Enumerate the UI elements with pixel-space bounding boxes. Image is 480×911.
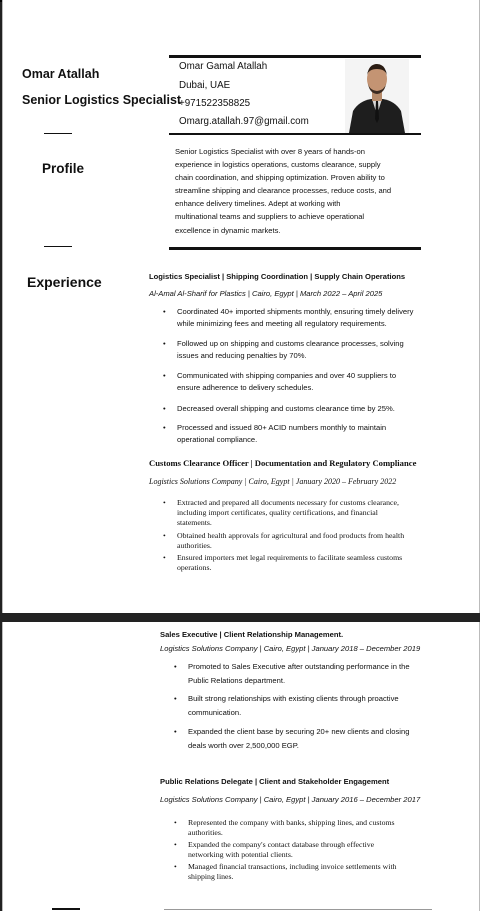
bullet-icon: •: [163, 498, 166, 507]
profile-line: chain coordination, and shipping optimization. Proven ability to: [175, 173, 385, 183]
job-title: Sales Executive | Client Relationship Management.: [160, 630, 344, 639]
section-rule: [164, 909, 432, 910]
candidate-title: Senior Logistics Specialist: [22, 93, 182, 107]
profile-line: experience in logistics operations, customs clearance, supply: [175, 160, 381, 170]
bullet-icon: •: [174, 840, 177, 849]
bullet-icon: •: [174, 862, 177, 871]
bullet-icon: •: [163, 404, 166, 413]
bullet-icon: •: [163, 423, 166, 432]
profile-line: streamline shipping and clearance processes, reduce costs, and: [175, 186, 392, 196]
list-item: • Coordinated 40+ imported shipments monthly, ensuring timely delivery while minimizing fees and meeting all regulatory requirements.: [163, 307, 414, 329]
list-item: • Managed financial transactions, including invoice settlements with shipping lines.: [174, 862, 397, 882]
job-company: Logistics Solutions Company | Cairo, Egypt | January 2020 – February 2022: [149, 477, 397, 486]
job-company: Logistics Solutions Company | Cairo, Egypt | January 2018 – December 2019: [160, 644, 421, 653]
bullet-icon: •: [163, 307, 166, 316]
bullet-icon: •: [174, 818, 177, 827]
bullet-icon: •: [174, 727, 177, 736]
candidate-name: Omar Atallah: [22, 67, 100, 81]
list-item: • Ensured importers met legal requirements to facilitate seamless customs operations.: [163, 553, 403, 573]
list-item: • Promoted to Sales Executive after outstanding performance in the Public Relations department.: [174, 662, 410, 685]
experience-heading: Experience: [27, 274, 102, 290]
bullet-icon: •: [174, 694, 177, 703]
list-item: • Extracted and prepared all documents necessary for customs clearance, including import certificates, quality certifications, and financial statements.: [163, 498, 399, 528]
profile-line: Senior Logistics Specialist with over 8 years of hands-on: [175, 147, 365, 156]
job-title: Customs Clearance Officer | Documentation and Regulatory Compliance: [149, 458, 417, 468]
contact-location: Dubai, UAE: [179, 80, 231, 91]
list-item: • Built strong relationships with existing clients through proactive communication.: [174, 694, 399, 717]
section-divider: [52, 908, 80, 910]
contact-full-name: Omar Gamal Atallah: [179, 61, 268, 72]
profile-heading: Profile: [42, 161, 85, 176]
profile-line: enhance delivery timelines. Adept at working with: [175, 199, 341, 209]
list-item: • Decreased overall shipping and customs clearance time by 25%.: [163, 403, 463, 415]
list-item: • Represented the company with banks, shipping lines, and customs authorities.: [174, 818, 395, 838]
job-company: Al-Amal Al-Sharif for Plastics | Cairo, Egypt | March 2022 – April 2025: [149, 289, 383, 298]
list-item: • Followed up on shipping and customs clearance processes, solving issues and reducing penalties by 70%.: [163, 339, 404, 361]
profile-line: multinational teams and suppliers to achieve operational: [175, 212, 365, 222]
list-item: • Expanded the company's contact database through effective networking with potential clients.: [174, 840, 375, 860]
header-top-rule: [169, 55, 421, 58]
job-title: Logistics Specialist | Shipping Coordination | Supply Chain Operations: [149, 272, 406, 281]
section-divider: [44, 246, 72, 247]
contact-phone: +971522358825: [179, 98, 251, 109]
job-company: Logistics Solutions Company | Cairo, Egypt | January 2016 – December 2017: [160, 795, 421, 804]
profile-line: excellence in dynamic markets.: [175, 225, 281, 235]
job-title: Public Relations Delegate | Client and Stakeholder Engagement: [160, 777, 390, 786]
list-item: • Obtained health approvals for agricultural and food products from health authorities.: [163, 531, 405, 551]
header-bottom-rule: [169, 133, 421, 135]
list-item: • Expanded the client base by securing 20+ new clients and closing deals worth over 2,500,000 EGP.: [174, 727, 410, 750]
list-item: • Communicated with shipping companies and over 40 suppliers to ensure adherence to delivery schedules.: [163, 371, 397, 393]
profile-bottom-rule: [169, 247, 421, 250]
bullet-icon: •: [163, 339, 166, 348]
bullet-icon: •: [163, 531, 166, 540]
section-divider: [44, 133, 72, 134]
bullet-icon: •: [163, 371, 166, 380]
contact-email[interactable]: Omarg.atallah.97@gmail.com: [179, 116, 309, 127]
bullet-icon: •: [163, 553, 166, 562]
bullet-icon: •: [174, 662, 177, 671]
profile-photo: [345, 59, 409, 133]
profile-summary: [175, 145, 425, 237]
list-item: • Processed and issued 80+ ACID numbers monthly to maintain operational compliance.: [163, 423, 387, 445]
